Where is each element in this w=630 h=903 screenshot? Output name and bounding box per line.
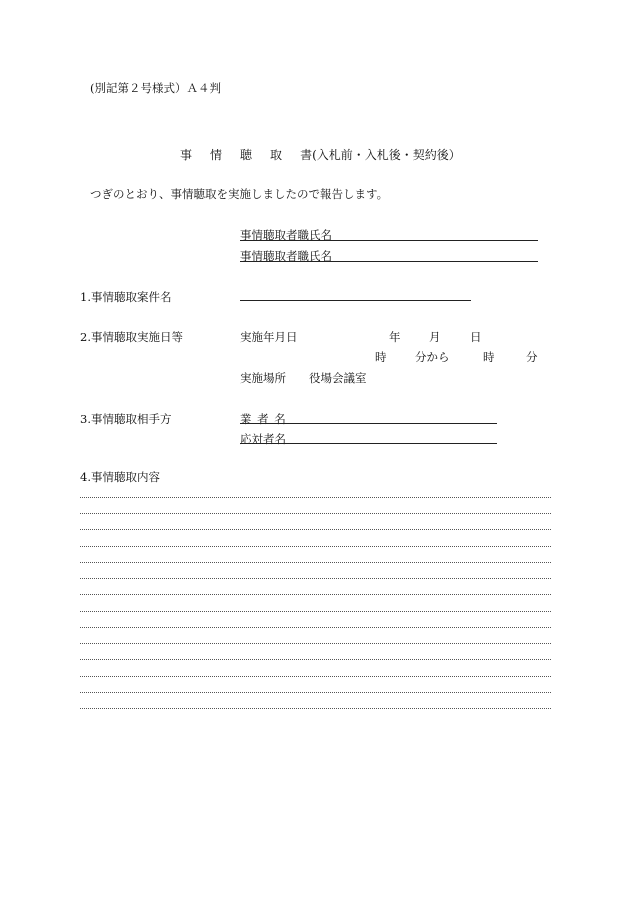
company-label: 業 者 名 xyxy=(240,412,287,426)
title-char-5: 書 xyxy=(300,148,313,162)
place-label: 実施場所 xyxy=(240,371,286,385)
day-label: 日 xyxy=(470,330,482,344)
item4-label: 4.事情聴取内容 xyxy=(80,470,160,484)
content-line-3[interactable] xyxy=(80,529,551,530)
official-label-2: 事情聴取者職氏名 xyxy=(240,249,332,263)
respondent-underline[interactable] xyxy=(240,443,497,444)
item1-field-underline[interactable] xyxy=(240,300,471,301)
content-line-4[interactable] xyxy=(80,546,551,547)
official-label-1: 事情聴取者職氏名 xyxy=(240,228,332,242)
content-line-12[interactable] xyxy=(80,676,551,677)
official-underline-2 xyxy=(240,261,538,262)
item3-label: 3.事情聴取相手方 xyxy=(80,412,172,426)
hour1-label: 時 xyxy=(375,350,387,364)
document-title xyxy=(180,146,461,163)
content-line-1[interactable] xyxy=(80,497,551,498)
minute2-label: 分 xyxy=(526,350,538,364)
place-value: 役場会議室 xyxy=(309,371,367,385)
item1-label: 1.事情聴取案件名 xyxy=(80,290,172,304)
content-line-7[interactable] xyxy=(80,594,551,595)
hour2-label: 時 xyxy=(483,350,495,364)
title-char-4: 取 xyxy=(270,148,283,162)
date-label: 実施年月日 xyxy=(240,330,298,344)
month-label: 月 xyxy=(429,330,441,344)
content-line-11[interactable] xyxy=(80,659,551,660)
year-label: 年 xyxy=(389,330,401,344)
content-line-13[interactable] xyxy=(80,692,551,693)
form-label: (別記第２号様式）Ａ４判 xyxy=(90,81,221,95)
item2-label: 2.事情聴取実施日等 xyxy=(80,330,183,344)
content-line-10[interactable] xyxy=(80,643,551,644)
title-char-2: 情 xyxy=(210,148,223,162)
respondent-label: 応対者名 xyxy=(240,432,286,446)
intro-text: つぎのとおり、事情聴取を実施しましたので報告します。 xyxy=(90,187,389,201)
official-underline-1 xyxy=(240,240,538,241)
content-line-8[interactable] xyxy=(80,611,551,612)
title-char-3: 聴 xyxy=(240,148,253,162)
content-line-6[interactable] xyxy=(80,578,551,579)
content-line-14[interactable] xyxy=(80,708,551,709)
minute-from-label: 分から xyxy=(415,350,450,364)
content-line-9[interactable] xyxy=(80,627,551,628)
content-line-5[interactable] xyxy=(80,562,551,563)
company-underline[interactable] xyxy=(240,423,497,424)
content-line-2[interactable] xyxy=(80,513,551,514)
title-suffix: (入札前・入札後・契約後） xyxy=(312,148,461,162)
title-char-1: 事 xyxy=(180,148,193,162)
